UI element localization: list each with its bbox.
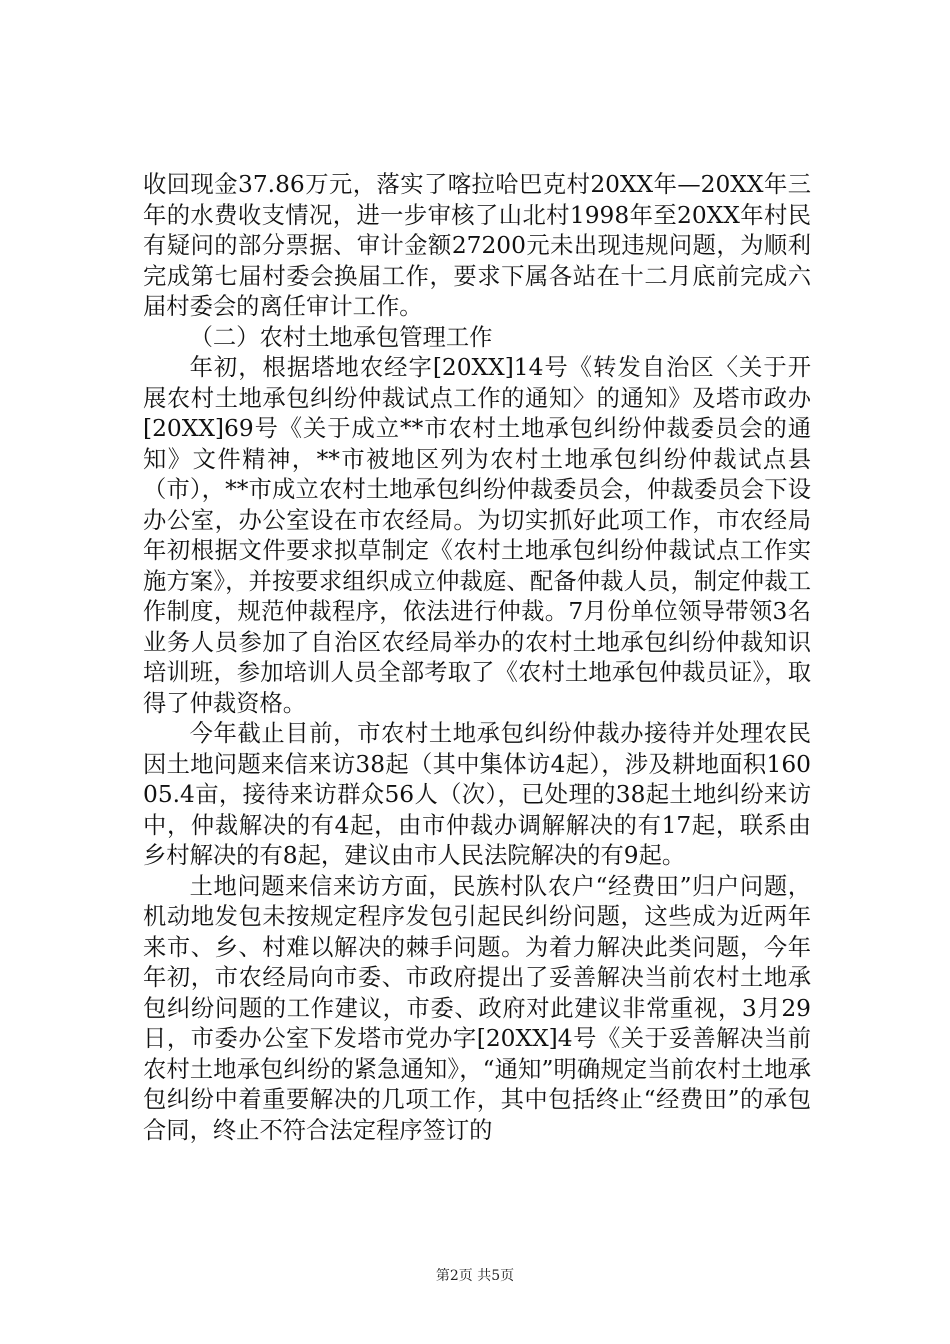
paragraph-petition-statistics: 今年截止目前，市农村土地承包纠纷仲裁办接待并处理农民因土地问题来信来访38起（其中集体访4起），涉及耕地面积16005.4亩，接待来访群众56人（次），已处理的38起土地纠纷来访中，仲裁解决的有4起，由市仲裁办调解解决的有17起，联系由乡村解决的有8起，建议由市人民法院解决的有9起。 xyxy=(143,720,811,869)
section-heading-land-contract: （二）农村土地承包管理工作 xyxy=(189,323,493,351)
paragraph-petition-issues: 土地问题来信来访方面，民族村队农户“经费田”归户问题，机动地发包未按规定程序发包引起民纠纷问题，这些成为近两年来市、乡、村难以解决的棘手问题。为着力解决此类问题，今年年初，市农经局向市委、市政府提出了妥善解决当前农村土地承包纠纷问题的工作建议，市委、政府对此建议非常重视，3月29日，市委办公室下发塔市党办字[20XX]4号《关于妥善解决当前农村土地承包纠纷的紧急通知》，“通知”明确规定当前农村土地承包纠纷中着重要解决的几项工作，其中包括终止“经费田”的承包合同，终止不符合法定程序签订的 xyxy=(143,872,811,1144)
paragraph-arbitration-pilot: 年初，根据塔地农经字[20XX]14号《转发自治区〈关于开展农村土地承包纠纷仲裁试点工作的通知〉的通知》及塔市政办[20XX]69号《关于成立**市农村土地承包纠纷仲裁委员会的通知》文件精神，**市被地区列为农村土地承包纠纷仲裁试点县（市），**市成立农村土地承包纠纷仲裁委员会，仲裁委员会下设办公室，办公室设在市农经局。为切实抓好此项工作，市农经局年初根据文件要求拟草制定《农村土地承包纠纷仲裁试点工作实施方案》，并按要求组织成立仲裁庭、配备仲裁人员，制定仲裁工作制度，规范仲裁程序，依法进行仲裁。7月份单位领导带领3名业务人员参加了自治区农经局举办的农村土地承包纠纷仲裁知识培训班，参加培训人员全部考取了《农村土地承包仲裁员证》，取得了仲裁资格。 xyxy=(143,354,811,717)
paragraph-audit-summary: 收回现金37.86万元，落实了喀拉哈巴克村20XX年—20XX年三年的水费收支情况，进一步审核了山北村1998年至20XX年村民有疑问的部分票据、审计金额27200元未出现违规问题，为顺利完成第七届村委会换届工作，要求下属各站在十二月底前完成六届村委会的离任审计工作。 xyxy=(143,171,811,320)
page-footer: 第2页 共5页 xyxy=(435,1268,515,1284)
document-body xyxy=(143,170,811,1146)
